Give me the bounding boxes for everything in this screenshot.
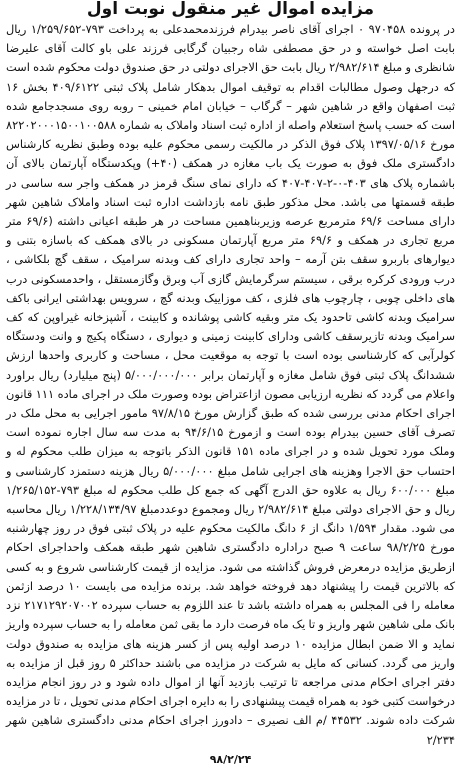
notice-title: مزایده اموال غیر منقول نوبت اول bbox=[86, 0, 375, 19]
notice-body: در پرونده ۹۷۰۴۵۸ ۰ اجرای آقای ناصر بیدرام فرزندمحمدعلی به پرداخت ۷۹۳-۱/۲۵۹/۶۵۲ ریال بابت اصل خواسته و در حق مصطفی شاه رجبیان گرگابی فرزند علی باو کالت آقای علیرضا شانظری و مبلغ ۲/۹۸۲/۶۱۴ ریال بابت حق الاجرای دولتی در حق صندوق دولت محکوم شده است که درجهل وصول مطالبات اقدام به توقیف اموال بدهکار شامل پلاک ثبتی ۴۰۹/۶۱۲۲ بخش ۱۶ ثبت اصفهان واقع در شاهین شهر – گرگاب – خیابان امام خمینی – روبه روی مسجدجامع شده است که حسب پاسخ استعلام واصله از اداره ثبت اسناد واملاک به شماره ۸۲۲۰۲۰۰۰۱۵۰۰۱۰۰۵۸۸ مورخ ۱۳۹۷/۰۵/۱۶ پلاک فوق الذکر در مالکیت رسمی محکوم علیه بوده وطبق نظریه کارشناس دادگستری ملک فوق به صورت یک باب مغازه در همکف (۴۰+) وپکدستگاه آپارتمان بالای آن باشماره پلاک های ۴۰۳-۰-۲-۴۰۷-۴۰۷ که دارای نمای سنگ قرمز در همکف واجر سه ساسی در طبقه قسمتها می باشد. محل مذکور طبق نامه بازداشت اداره ثبت اسناد واملاک شاهین شهر دارای مساحت ۶۹/۶ مترمربع عرصه وزیربناهمین مساحت در هر طبقه اعیانی داشته (۶۹/۶ متر مربع تجاری در همکف و ۶۹/۶ متر مربع آپارتمان مسکونی در بالای همکف که باسازه بتنی و دیوارهای باربرو سقف بتن آرمه – واحد تجاری دارای کف وبدنه سرامیک ، سقف گچ بلکاشی ، درب ورودی کرکره برقی ، سیستم سرگرمایش گازی آب وبرق وگازمستقل ، واحدمسکونی درب های داخلی چوبی ، چارچوب های فلزی ، کف موزاییک وبدنه گچ ، سرویس بهداشتی ایرانی باکف سرامیک وبدنه کاشی تاحدود یک متر وبقیه کاشی پوشانده و کابینت ، آشپزخانه غیراوپن که کف سرامیک وبدنه تازیرسقف کاشی ودارای کابینت زمینی و دیواری ، دستگاه پکیج و وانت ودستگاه کولرآبی که کارشناسی بوده است با توجه به موقعیت محل ، مساحت و کاربری واحدها ارزش ششدانگ پلاک ثبتی فوق شامل مغازه و آپارتمان برابر ۵/۰۰۰/۰۰۰/۰۰۰ (پنج میلیارد) ریال براورد واعلام می گردد که نظریه ارزیابی مصون ازاعتراض بوده وصورت ملک در اجرای ماده ۱۱۱ قانون اجرای احکام مدنی بررسی شده که طبق گزارش مورخ ۹۷/۸/۱۵ مامور اجرایی به محل ملک در تصرف آقای حسین بیدرام بوده است و ازمورخ ۹۴/۶/۱۵ به مدت سه سال اجاره نموده است وملک مورد تحویل شده و در اجرای ماده ۱۵۱ قانون الذکر باتوجه به میزان طلب محکوم له و احتساب حق الاجرا وهزینه های اجرایی شامل مبلغ ۵/۰۰۰/۰۰۰ ریال هزینه دستمزد کارشناسی و مبلغ ۶۰۰/۰۰۰ ریال به علاوه حق الدرج آگهی که جمع کل طلب محکوم له مبلغ ۷۹۳-۱/۲۶۵/۱۵۲ ریال و حق الاجرای دولتی مبلغ ۲/۹۸۲/۶۱۴ ریال ومجموع دوعددمبلغ ۱/۲۲۸/۱۳۴/۹۷ ریال محاسبه می شود. مقدار ۱/۵۹۴ دانگ از ۶ دانگ مالکیت محکوم علیه در پلاک ثبتی فوق در روز چهارشنبه مورخ ۹۸/۲/۲۵ ساعت ۹ صبح دراداره دادگستری شاهین شهر طبقه همکف واحداجرای احکام ازطریق مزایده درمعرض فروش گذاشته می شود. مزایده از قیمت کارشناسی شروع و به کسی که بالاترین قیمت را پیشنهاد دهد فروخته خواهد شد. برنده مزایده می بایست ۱۰ درصد ازثمن معامله را فی المجلس به همراه داشته باشد تا عند اللزوم به حساب سپرده ۲۱۷۱۲۹۲۰۷۰۰۲ نزد بانک ملی شاهین شهر واریز و تا یک ماه فرصت دارد ما بقی ثمن معامله را به حساب سپرده واریز نماید و الا ضمن ابطال مزایده ۱۰ درصد اولیه پس از کسر هزینه های مزایده به صندوق دولت واریز می گردد. کسانی که مایل به شرکت در مزایده می باشند حداکثر ۵ روز قبل از مزایده به دفتر اجرای احکام مدنی مراجعه تا ترتیب بازدید آنها از اموال داده شود و در روز انجام مزایده درخواست کتبی خود به همراه قیمت پیشنهادی را به دایره اجرای احکام مدنی تحویل ، تا در مزایده شرکت داده شوند. ۴۴۵۳۲ /م الف نصیری – دادورز اجرای احکام مدنی دادگستری شاهین شهر ۲/۲۳۴ bbox=[6, 22, 456, 747]
auction-notice bbox=[6, 0, 456, 766]
notice-footer: ۹۸/۲/۲۴ bbox=[209, 752, 252, 766]
